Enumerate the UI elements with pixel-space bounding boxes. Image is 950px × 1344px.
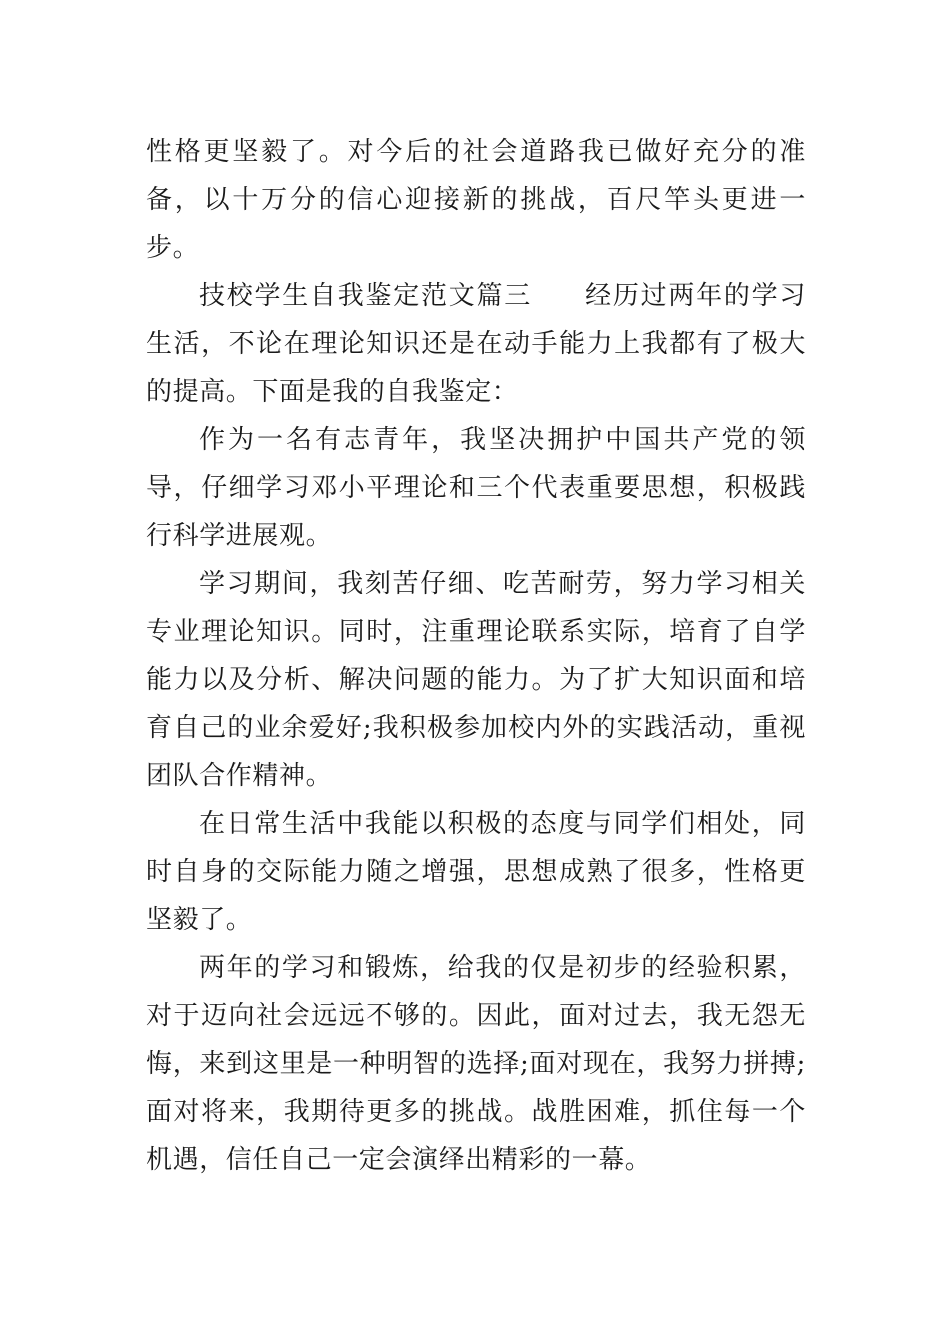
paragraph-continued: 性格更坚毅了。对今后的社会道路我已做好充分的准备，以十万分的信心迎接新的挑战，百尺竿头更进一步。 (146, 137, 806, 263)
paragraph-conclusion: 两年的学习和锻炼，给我的仅是初步的经验积累，对于迈向社会远远不够的。因此，面对过去，我无怨无悔，来到这里是一种明智的选择;面对现在，我努力拼搏;面对将来，我期待更多的挑战。战胜困难，抓住每一个机遇，信任自己一定会演绎出精彩的一幕。 (146, 953, 806, 1175)
section-heading: 技校学生自我鉴定范文篇三 (199, 281, 532, 311)
section-intro-text: 经历过两年的学习生活，不论在理论知识还是在动手能力上我都有了极大的提高。下面是我的自我鉴定： (146, 281, 806, 407)
paragraph-study: 学习期间，我刻苦仔细、吃苦耐劳，努力学习相关专业理论知识。同时，注重理论联系实际，培育了自学能力以及分析、解决问题的能力。为了扩大知识面和培育自己的业余爱好;我积极参加校内外的实践活动，重视团队合作精神。 (146, 569, 806, 791)
paragraph-daily-life: 在日常生活中我能以积极的态度与同学们相处，同时自身的交际能力随之增强，思想成熟了很多，性格更坚毅了。 (146, 809, 806, 935)
paragraph-political: 作为一名有志青年，我坚决拥护中国共产党的领导，仔细学习邓小平理论和三个代表重要思想，积极践行科学进展观。 (146, 425, 806, 551)
paragraph-section-three (146, 272, 806, 416)
document-page (146, 128, 806, 1184)
